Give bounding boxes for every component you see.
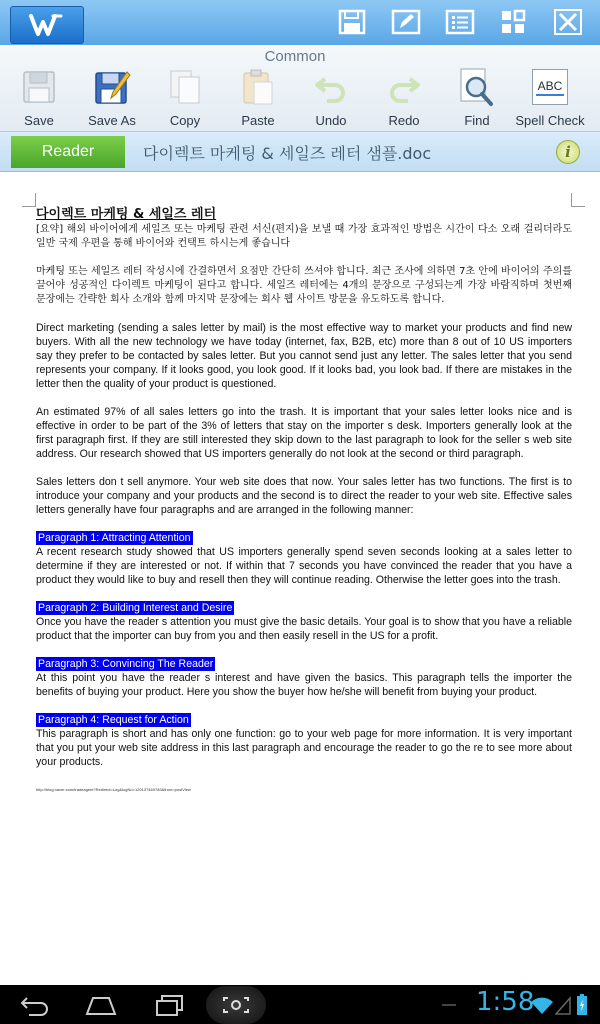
section-heading-3: Paragraph 3: Convincing The Reader: [38, 658, 214, 670]
page-corner-mark: [22, 193, 36, 207]
body-paragraph: Direct marketing (sending a sales letter by mail) is the most effective way to market your products and find new buyers. With all the new technology we have today (internet, fax, B2B, etc) more than 8 out of 10 US importers say they prefer to be contacted by sales letter. But you cannot send just any letter. The sales letter that you send represents your company. If it looks good, you look good. If it looks bad, you look bad. If there are mistakes in the letter then the quality of your product is questioned.: [36, 322, 572, 390]
undo-icon: [313, 69, 349, 105]
copy-button[interactable]: [150, 67, 220, 129]
pencil-edit-icon: [391, 9, 421, 35]
recent-apps-icon: [154, 994, 184, 1016]
body-paragraph: An estimated 97% of all sales letters go into the trash. It is important that your sales letter looks nice and is effective in order to be part of the 3% of letters that stay on the importer s desk. Importers generally look at the first paragraph first. If they are still interested they skip down to the last paragraph to look for the seller s web site address. Our research showed that US importers generally do not look at the second or third paragraph.: [36, 406, 572, 460]
screenshot-icon: [221, 995, 251, 1015]
find-label: Find: [464, 113, 490, 128]
find-icon: [458, 67, 496, 107]
document-page[interactable]: [0, 173, 600, 985]
copy-label: Copy: [169, 113, 201, 128]
wifi-icon: [530, 990, 554, 1020]
spell-check-button[interactable]: [515, 67, 585, 129]
floppy-icon: [21, 69, 57, 105]
grid-icon: [499, 9, 527, 35]
save-as-label: Save As: [88, 113, 136, 128]
ribbon-title: Common: [264, 48, 326, 65]
battery-icon: [575, 990, 589, 1020]
edit-button[interactable]: [390, 7, 422, 37]
summary-paragraph: [요약] 해외 바이어에게 세일즈 또는 마케팅 관련 서신(편지)을 보낼 때 가장 효과적인 방법은 시간이 다소 오래 걸리더라도 일반 국제 우편을 통해 바이어와 컨택트 하시는게 좋습니다: [36, 224, 572, 249]
undo-label: Undo: [315, 113, 347, 128]
list-view-button[interactable]: [444, 7, 476, 37]
back-icon: [19, 994, 51, 1016]
paste-label: Paste: [241, 113, 275, 128]
save-top-button[interactable]: [336, 7, 368, 37]
paste-button[interactable]: [223, 67, 293, 129]
close-button[interactable]: [552, 7, 584, 37]
back-button[interactable]: [18, 990, 52, 1020]
copy-icon: [167, 68, 203, 106]
find-button[interactable]: [442, 67, 512, 129]
w-logo-icon: [27, 12, 67, 38]
section-body-2: Once you have the reader s attention you must give the basic details. Your goal is to show that you have a reliable product that the importer can buy from you and then easily resell in the US for a profit.: [36, 616, 572, 642]
section-body-4: This paragraph is short and has only one function: go to your web page for more information. It is very important that you put your web site address in this last paragraph and encourage the reader to go the re to see more about your products.: [36, 728, 572, 768]
save-button[interactable]: [4, 67, 74, 129]
undo-button[interactable]: [296, 67, 366, 129]
redo-icon: [386, 69, 422, 105]
home-button[interactable]: [82, 990, 120, 1020]
floppy-icon: [338, 9, 366, 35]
spell-check-icon: [532, 69, 568, 105]
recent-apps-button[interactable]: [152, 990, 186, 1020]
redo-label: Redo: [388, 113, 420, 128]
reader-button[interactable]: Reader: [11, 136, 125, 168]
section-body-3: At this point you have the reader s interest and have given the basics. This paragraph tells the importer the benefits of buying your product. Here you show the buyer how he/she will benefit from buying your product.: [36, 672, 572, 698]
save-as-icon: [93, 68, 131, 106]
clock: 1:58: [476, 987, 535, 1017]
reader-bar: [0, 132, 600, 172]
source-url: http://blog.naver.com/tradeagent?Redirect=Log&logNo=120137469783&from=postView: [36, 787, 191, 792]
redo-button[interactable]: [369, 67, 439, 129]
home-icon: [84, 994, 118, 1016]
spell-check-label: Spell Check: [515, 113, 585, 128]
screenshot-button[interactable]: [206, 986, 266, 1024]
document-heading: 다이렉트 마케팅 & 세일즈 레터: [36, 207, 217, 222]
document-content: [36, 207, 572, 793]
korean-paragraph: 마케팅 또는 세일즈 레터 작성시에 간결하면서 요점만 간단히 쓰셔야 합니다. 최근 조사에 의하면 7초 안에 바이어의 주의를 끌어야 성공적인 다이렉트 마케팅이 된다고 합니다. 세일즈 레터에는 4개의 문장으로 구성되는게 가장 바람직하며 첫번째 문장에는 간략한 회사 소개와 함께 마지막 문장에는 회사 웹 사이트 방문을 유도하도록 합니다.: [36, 266, 572, 305]
signal-icon: [555, 990, 571, 1020]
body-paragraph: Sales letters don t sell anymore. Your web site does that now. Your sales letter has two functions. The first is to introduce your company and your products and the second is to direct the reader to your web site. Effective sales letters generally have four paragraphs and are arranged in the following manner:: [36, 476, 572, 516]
section-heading-1: Paragraph 1: Attracting Attention: [38, 532, 191, 544]
grid-view-button[interactable]: [497, 7, 529, 37]
info-icon[interactable]: i: [556, 140, 580, 164]
spell-check-badge: ABC: [537, 78, 563, 93]
save-label: Save: [24, 113, 54, 128]
close-icon: [553, 8, 583, 36]
title-bar: [0, 0, 600, 45]
document-title: 다이렉트 마케팅 & 세일즈 레터 샘플.doc: [143, 144, 432, 163]
menu-dash-icon[interactable]: [440, 990, 458, 1020]
page-corner-mark: [571, 193, 585, 207]
section-heading-4: Paragraph 4: Request for Action: [38, 714, 189, 726]
ribbon-toolbar: [0, 45, 600, 132]
section-body-1: A recent research study showed that US importers generally spend seven seconds looking at a sales letter to determine if they are interested or not. If within that 7 seconds you have convinced the reader that you have a product they would like to buy and resell then they will continue reading. Otherwise the letter goes into the trash.: [36, 546, 572, 586]
system-nav-bar: [0, 985, 600, 1024]
section-heading-2: Paragraph 2: Building Interest and Desire: [38, 602, 233, 614]
save-as-button[interactable]: [77, 67, 147, 129]
app-logo[interactable]: [10, 6, 84, 44]
paste-icon: [240, 68, 276, 106]
list-icon: [445, 9, 475, 35]
